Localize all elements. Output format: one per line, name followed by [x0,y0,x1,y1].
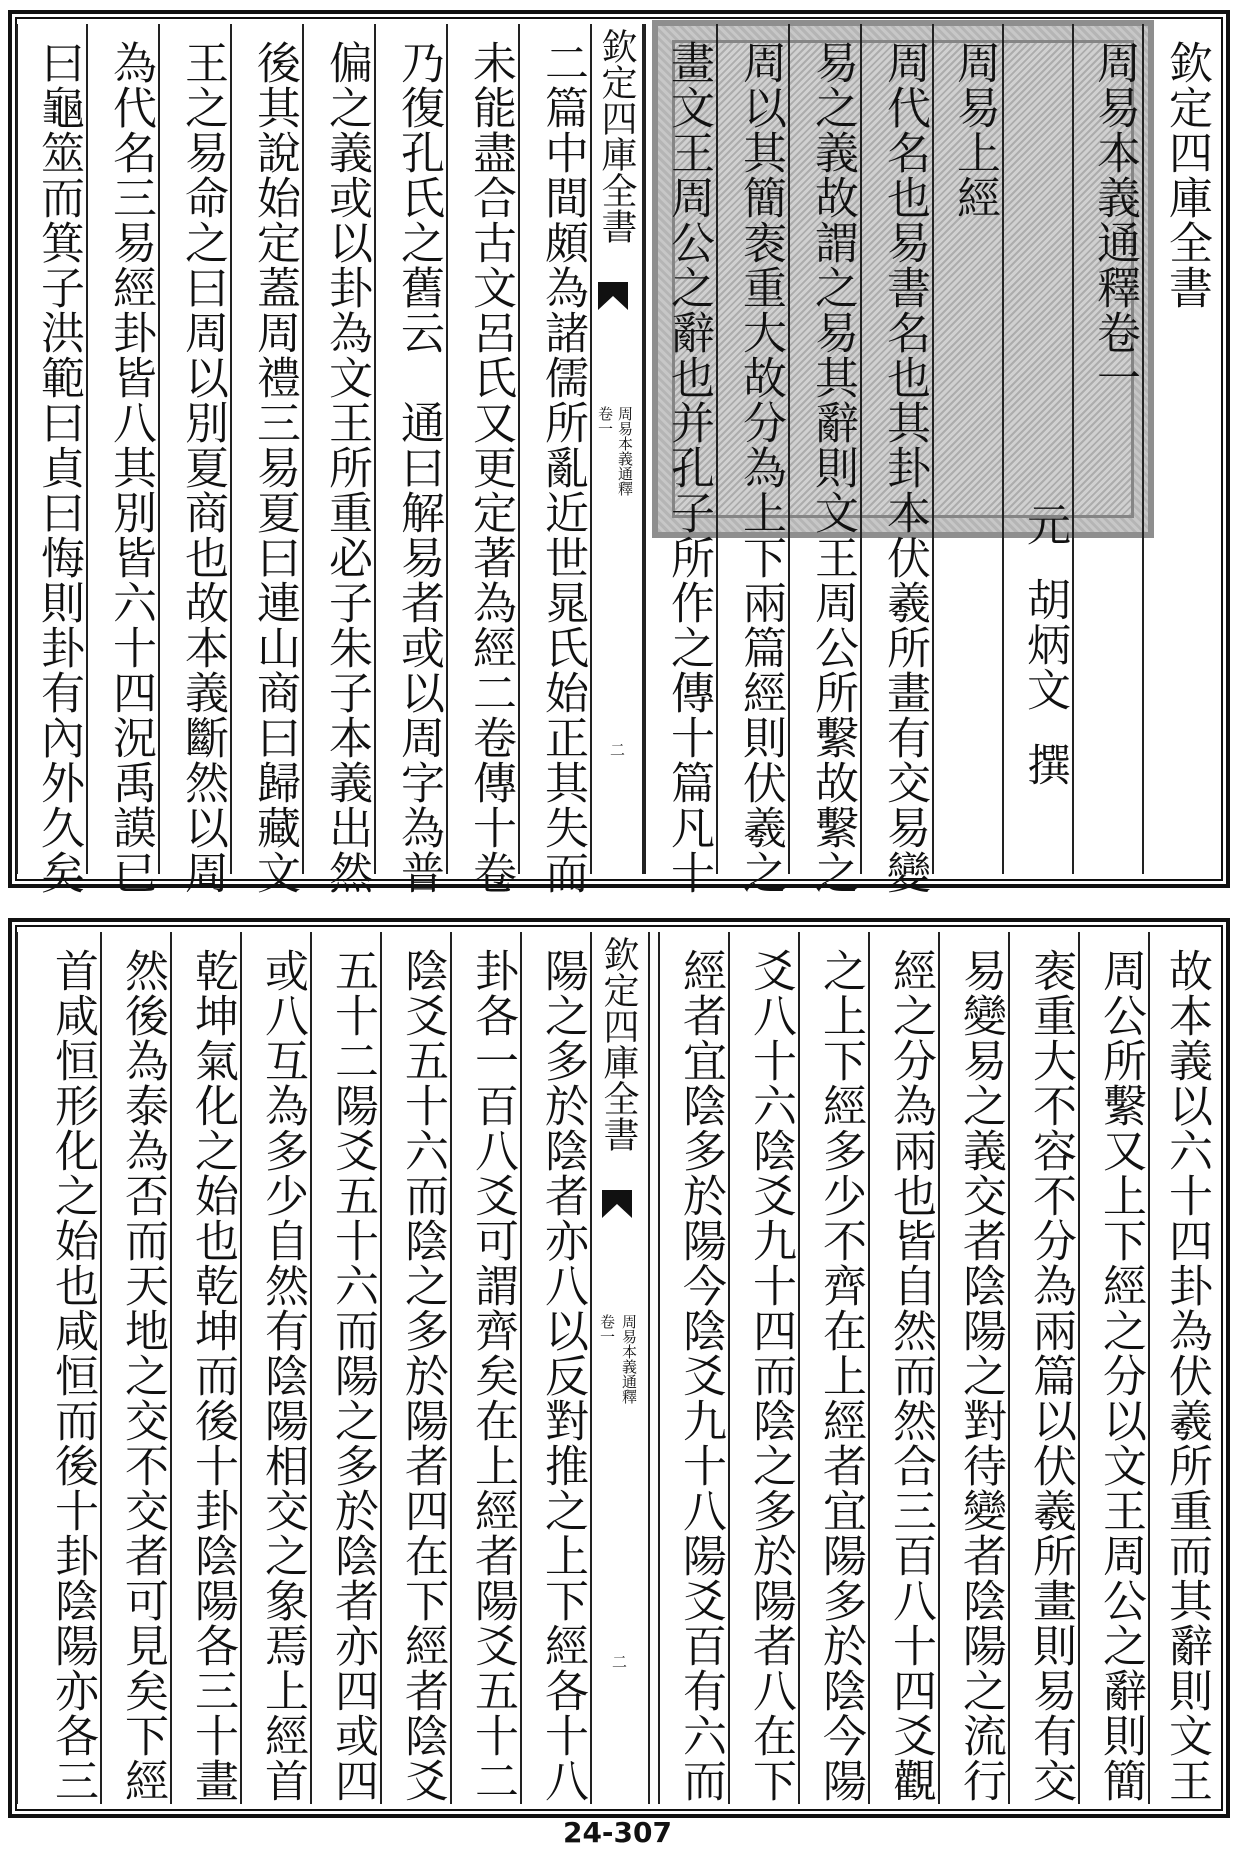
center-page-number: 二 [610,1654,628,1669]
text-column: 為代名三易經卦皆八其別皆六十四況禹謨已 [86,24,160,874]
text-column: 故本義以六十四卦為伏羲所重而其辭則文王 [1148,932,1216,1804]
book-title-column: 周易本義通釋卷一 [1072,24,1144,874]
text-column: 卦各一百八爻可謂齊矣在上經者陽爻五十二 [450,932,522,1804]
text-column: 經之分為兩也皆自然而然合三百八十四爻觀 [868,932,940,1804]
text-column: 二篇中間頗為諸儒所亂近世晁氏始正其失而 [518,24,592,874]
bottom-page [8,918,1230,1818]
author-role: 撰 [1019,742,1070,787]
text-column: 後其說始定蓋周禮三易夏曰連山商曰歸藏文 [230,24,304,874]
center-volume: 卷一 [596,406,614,436]
text-column: 周公所繫又上下經之分以文王周公之辭則簡 [1078,932,1150,1804]
text-column: 偏之義或以卦為文王所重必子朱子本義出然 [302,24,376,874]
text-column: 畫文王周公之辭也并孔子所作之傳十篇凡十 [644,24,718,874]
text-column: 乃復孔氏之舊云 通曰解易者或以周字為普 [374,24,448,874]
section-title-column: 周易上經 [932,24,1004,874]
top-page [8,10,1230,895]
center-fold-column [590,24,644,874]
text-column: 五十二陽爻五十六而陽之多於陰者亦四或四 [310,932,382,1804]
text-column: 周代名也易書名也其卦本伏羲所畫有交易變 [860,24,934,874]
center-banner: 欽定四庫全書 [598,936,639,1152]
text-column: 周以其簡袠重大故分為上下兩篇經則伏羲之 [716,24,790,874]
center-fold-column [590,932,650,1804]
header-column: 欽定四庫全書 [1142,24,1216,874]
center-page-number: 二 [608,742,626,757]
text-column: 爻八十六陰爻九十四而陰之多於陽者八在下 [728,932,800,1804]
text-column: 之上下經多少不齊在上經者宜陽多於陰今陽 [798,932,870,1804]
fish-tail-mark-icon [598,282,628,310]
page-number: 24-307 [562,1816,673,1849]
text-column: 未能盡合古文呂氏又更定著為經二卷傳十卷 [446,24,520,874]
text-column: 然後為泰為否而天地之交不交者可見矣下經 [100,932,172,1804]
text-column: 王之易命之曰周以別夏商也故本義斷然以周 [158,24,232,874]
text-column: 乾坤氣化之始也乾坤而後十卦陰陽各三十畫 [170,932,242,1804]
text-column: 易之義故謂之易其辭則文王周公所繫故繫之 [788,24,862,874]
text-column: 袠重大不容不分為兩篇以伏羲所畫則易有交 [1008,932,1080,1804]
author-name: 胡炳文 [1019,577,1070,712]
author-dynasty: 元 [1019,502,1070,547]
center-title: 周易本義通釋 [620,1314,638,1404]
center-banner: 欽定四庫全書 [596,28,637,244]
text-column: 陰爻五十六而陰之多於陽者四在下經者陰爻 [380,932,452,1804]
center-title: 周易本義通釋 [616,406,634,496]
text-column: 或八互為多少自然有陰陽相交之象焉上經首 [240,932,312,1804]
text-column: 首咸恒形化之始也咸恒而後十卦陰陽亦各三 [16,932,102,1804]
text-column: 陽之多於陰者亦八以反對推之上下經各十八 [520,932,592,1804]
text-column: 經者宜陰多於陽今陰爻九十八陽爻百有六而 [658,932,730,1804]
fish-tail-mark-icon [602,1190,632,1218]
text-column: 易變易之義交者陰陽之對待變者陰陽之流行 [938,932,1010,1804]
author-column [1002,24,1074,874]
center-volume: 卷一 [598,1314,616,1344]
text-column: 曰龜筮而箕子洪範曰貞曰悔則卦有內外久矣 [16,24,88,874]
